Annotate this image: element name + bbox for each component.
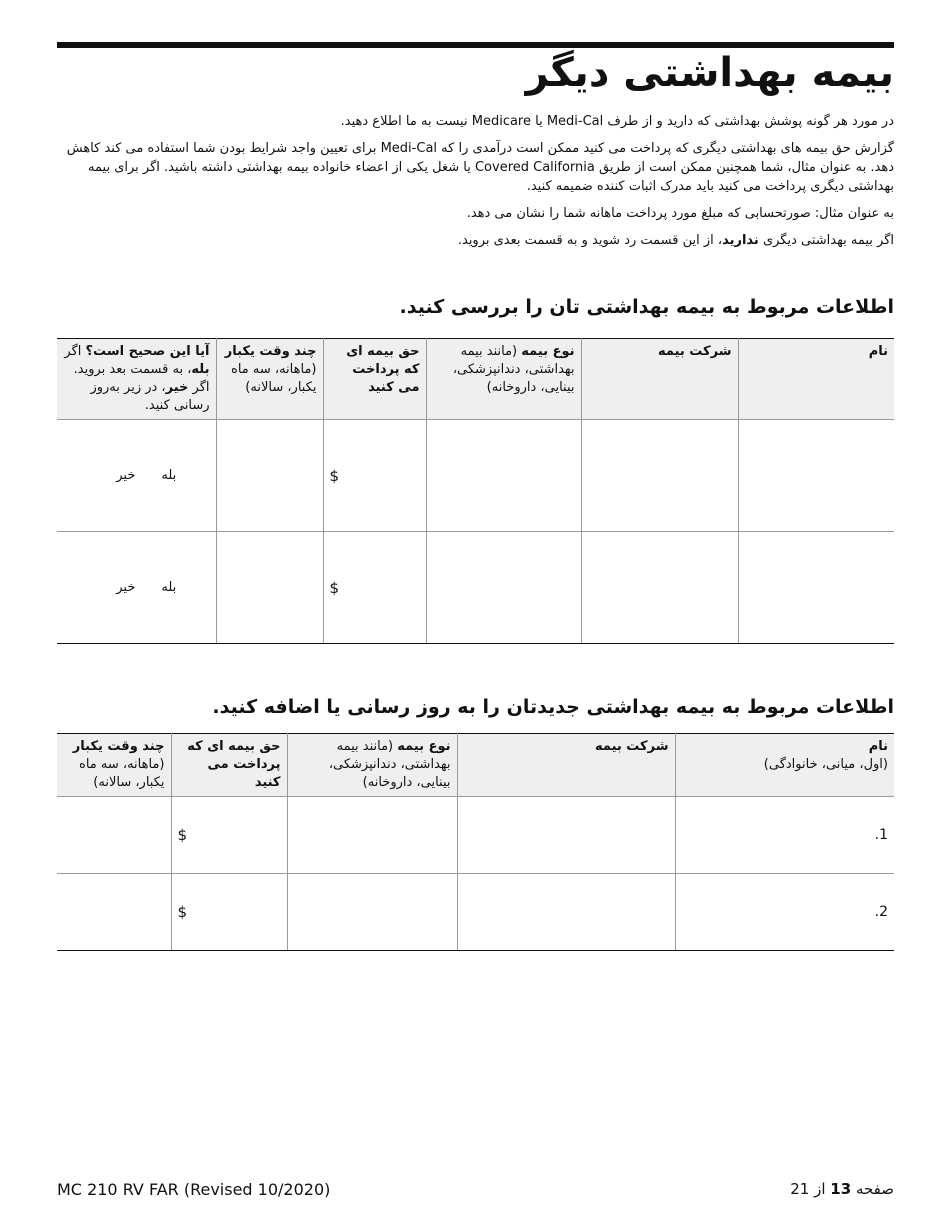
type-cell[interactable]: [287, 874, 457, 951]
premium-cell[interactable]: [323, 532, 426, 644]
col-company: شرکت بیمه: [457, 734, 675, 797]
section1-title: اطلاعات مربوط به بیمه بهداشتی تان را بررسی کنید.: [399, 296, 894, 318]
company-cell[interactable]: [581, 532, 738, 644]
name-cell[interactable]: [738, 420, 894, 532]
intro-paragraph-1: در مورد هر گونه پوشش بهداشتی که دارید و از طرف Medi-Cal یا Medicare نیست به ما اطلاع دهید.: [340, 114, 894, 129]
company-cell[interactable]: [457, 797, 675, 874]
table-row: [57, 797, 894, 874]
dollar-sign: $: [329, 466, 340, 485]
name-cell[interactable]: [738, 532, 894, 644]
no-option[interactable]: خیر: [116, 468, 136, 483]
col-premium: حق بیمه ای که پرداخت می کنید: [171, 734, 287, 797]
type-cell[interactable]: [426, 420, 581, 532]
name-cell[interactable]: [675, 874, 894, 951]
name-cell[interactable]: [675, 797, 894, 874]
table-row: [57, 532, 894, 644]
col-premium: حق بیمه ای که پرداخت می کنید: [323, 339, 426, 420]
new-insurance-table: [57, 733, 894, 951]
col-company: شرکت بیمه: [581, 339, 738, 420]
col-correct: آیا این صحیح است؟ اگر بله، به قسمت بعد بروید. اگر خیر، در زیر به‌روز رسانی کنید.: [57, 339, 216, 420]
no-option[interactable]: خیر: [116, 580, 136, 595]
form-id: MC 210 RV FAR (Revised 10/2020): [57, 1180, 331, 1199]
intro-paragraph-2: گزارش حق بیمه های بهداشتی دیگری که پرداخت می کنید ممکن است درآمدی را که Medi-Cal برای تعیین واجد شرایط بودن شما استفاده می کند کاهش دهد. به عنوان مثال، شما همچنین ممکن است از طریق Covered California یا شغل یکی از اعضاء خانواده بیمه بهداشتی داشته باشید. اگر برای بیمه بهداشتی دیگری پرداخت می کنید باید مدرک اثبات کننده ضمیمه کنید.: [66, 141, 894, 194]
col-type: نوع بیمه (مانند بیمه بهداشتی، دندانپزشکی، بینایی، داروخانه): [287, 734, 457, 797]
frequency-cell[interactable]: [216, 532, 323, 644]
dollar-sign: $: [177, 903, 188, 921]
top-rule: [57, 42, 894, 48]
col-frequency: چند وقت یکبار (ماهانه، سه ماه یکبار، سالانه): [57, 734, 171, 797]
table-header-row: [57, 339, 894, 420]
review-insurance-table: [57, 338, 894, 644]
premium-cell[interactable]: [323, 420, 426, 532]
correct-cell: [57, 532, 216, 644]
row-number: 1.: [874, 827, 888, 843]
table-row: [57, 420, 894, 532]
table-row: [57, 874, 894, 951]
dollar-sign: $: [177, 826, 188, 844]
frequency-cell[interactable]: [57, 874, 171, 951]
intro-paragraph-3: به عنوان مثال: صورتحسابی که مبلغ مورد پرداخت ماهانه شما را نشان می دهد.: [466, 206, 894, 221]
intro-paragraph-4: اگر بیمه بهداشتی دیگری ندارید، از این قسمت رد شوید و به قسمت بعدی بروید.: [457, 233, 894, 248]
page-number: صفحه 13 از 21: [790, 1180, 894, 1198]
section2-title: اطلاعات مربوط به بیمه بهداشتی جدیدتان را به روز رسانی یا اضافه کنید.: [212, 696, 894, 718]
intro-text: [54, 112, 894, 258]
col-name: نام: [738, 339, 894, 420]
row-number: 2.: [874, 904, 888, 920]
col-type: نوع بیمه (مانند بیمه بهداشتی، دندانپزشکی، بینایی، داروخانه): [426, 339, 581, 420]
page-title: بیمه بهداشتی دیگر: [525, 50, 894, 96]
yes-option[interactable]: بله: [161, 580, 177, 595]
correct-cell: [57, 420, 216, 532]
premium-cell[interactable]: [171, 874, 287, 951]
frequency-cell[interactable]: [57, 797, 171, 874]
premium-cell[interactable]: [171, 797, 287, 874]
type-cell[interactable]: [287, 797, 457, 874]
company-cell[interactable]: [457, 874, 675, 951]
col-name: نام (اول، میانی، خانوادگی): [675, 734, 894, 797]
yes-option[interactable]: بله: [161, 468, 177, 483]
table-header-row: [57, 734, 894, 797]
dollar-sign: $: [329, 578, 340, 597]
frequency-cell[interactable]: [216, 420, 323, 532]
col-frequency: چند وقت یکبار (ماهانه، سه ماه یکبار، سالانه): [216, 339, 323, 420]
company-cell[interactable]: [581, 420, 738, 532]
type-cell[interactable]: [426, 532, 581, 644]
